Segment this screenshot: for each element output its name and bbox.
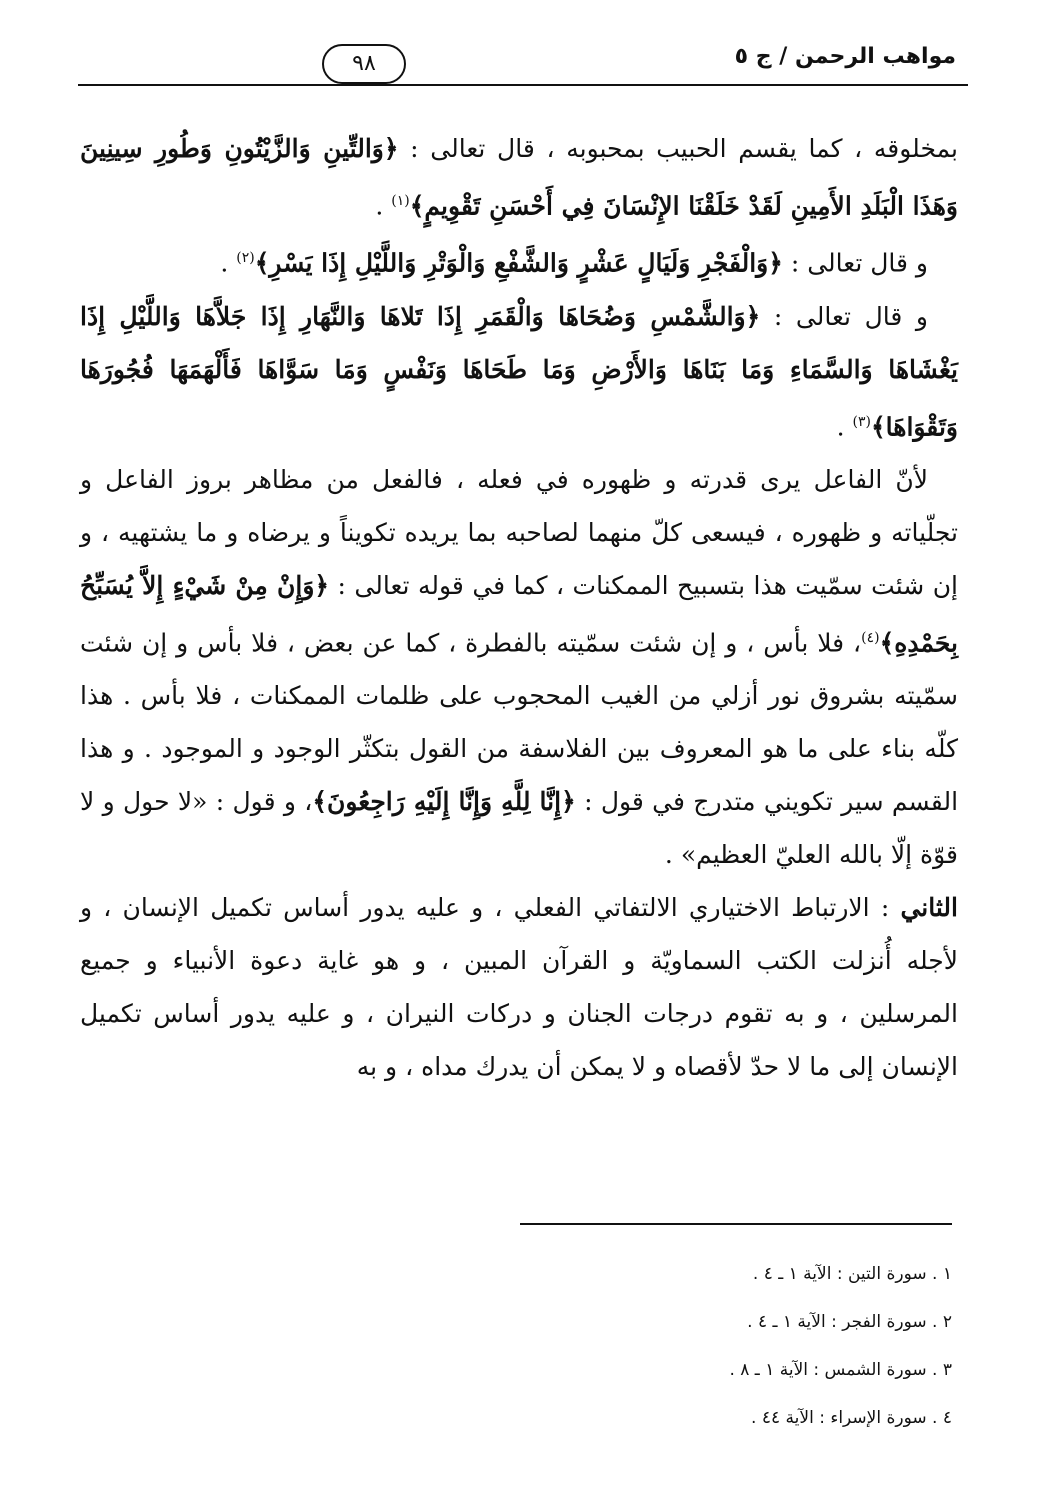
running-title: مواهب الرحمن / ج ٥ <box>734 44 956 69</box>
paragraph-text: و قال تعالى : <box>760 301 929 331</box>
quran-verse: ﴿وَالتِّينِ وَالزَّيْتُونِ وَطُورِ سِينِينَ وَهَذَا الْبَلَدِ الأَمِينِ لَقَدْ خَلَقْنَا الإِنْسَانَ فِي أَحْسَنِ تَقْوِيمٍ﴾ <box>80 134 958 221</box>
paragraph-end: . <box>836 411 853 441</box>
footnote-ref: (١) <box>391 193 410 209</box>
section-lead: الثاني <box>900 893 958 923</box>
footnote-ref: (٢) <box>236 250 255 267</box>
paragraph-text: و قال تعالى : <box>782 248 928 278</box>
paragraph-text: ، فلا بأس ، و إن شئت سمّيته بالفطرة ، كما عن بعض ، فلا بأس و إن شئت سمّيته بشروق نور أزلي من الغيب المحجوب على ظلمات الممكنات ، فلا بأس . هذا كلّه بناء على ما هو المعروف بين الفلاسفة من القول بتكثّر الوجود و الموجود . و هذا القسم سير تكويني متدرج في قول : <box>80 628 959 817</box>
paragraph <box>80 232 958 289</box>
footnote-rule <box>520 1223 952 1225</box>
quran-verse: ﴿إِنَّا لِلَّهِ وَإِنَّا إِلَيْهِ رَاجِعُونَ﴾ <box>312 787 576 817</box>
paragraph <box>80 122 958 232</box>
quran-verse: ﴿وَالْفَجْرِ وَلَيَالٍ عَشْرٍ وَالشَّفْعِ وَالْوَتْرِ وَاللَّيْلِ إِذَا يَسْرِ﴾ <box>254 248 783 278</box>
paragraph-end: . <box>220 248 237 278</box>
page-number: ٩٨ <box>322 44 406 84</box>
footnote: ٤ . سورة الإسراء : الآية ٤٤ . <box>751 1408 952 1428</box>
main-text <box>80 122 958 1093</box>
quran-verse: ﴿وَالشَّمْسِ وَضُحَاهَا وَالْقَمَرِ إِذَا تَلاهَا وَالنَّهَارِ إِذَا جَلاَّهَا وَاللَّيْلِ إِذَا يَغْشَاهَا وَالسَّمَاءِ وَمَا بَنَاهَا وَالأَرْضِ وَمَا طَحَاهَا وَنَفْسٍ وَمَا سَوَّاهَا فَأَلْهَمَهَا فُجُورَهَا وَتَقْوَاهَا﴾ <box>80 301 958 441</box>
paragraph-text: لأنّ الفاعل يرى قدرته و ظهوره في فعله ، فالفعل من مظاهر بروز الفاعل و تجلّياته و ظهوره ، فيسعى كلّ منهما لصاحبه بما يريده تكويناً و يرضاه و ما يشتهيه ، و إن شئت سمّيت هذا بتسبيح الممكنات ، كما في قوله تعالى : <box>80 464 958 600</box>
footnote: ٣ . سورة الشمس : الآية ١ ـ ٨ . <box>729 1360 952 1380</box>
footnote: ١ . سورة التين : الآية ١ ـ ٤ . <box>752 1264 952 1284</box>
footnotes <box>520 1250 952 1442</box>
footnote: ٢ . سورة الفجر : الآية ١ ـ ٤ . <box>747 1312 952 1332</box>
page-header <box>78 40 968 100</box>
paragraph <box>80 290 958 453</box>
paragraph-text: بمخلوقه ، كما يقسم الحبيب بمحبوبه ، قال تعالى : <box>398 134 958 163</box>
paragraph <box>80 453 958 881</box>
footnote-ref: (٣) <box>852 413 871 430</box>
paragraph <box>80 881 958 1093</box>
paragraph-text: : الارتباط الاختياري الالتفاتي الفعلي ، و عليه يدور أساس تكميل الإنسان ، و لأجله أُنزلت الكتب السماويّة و القرآن المبين ، و هو غاية دعوة الأنبياء و جميع المرسلين ، و به تقوم درجات الجنان و دركات النيران ، و عليه يدور أساس تكميل الإنسان إلى ما لا حدّ لأقصاه و لا يمكن أن يدرك مداه ، و به <box>80 893 958 1082</box>
paragraph-end: . <box>375 191 392 221</box>
footnote-ref: (٤) <box>861 629 880 646</box>
quran-verse: ﴿وَإِنْ مِنْ شَيْءٍ إِلاَّ يُسَبِّحُ بِحَمْدِهِ﴾ <box>80 570 958 658</box>
paragraph-text: ، و قول : «لا حول و لا قوّة إلّا بالله العليّ العظيم» . <box>80 787 958 870</box>
header-rule <box>78 84 968 86</box>
